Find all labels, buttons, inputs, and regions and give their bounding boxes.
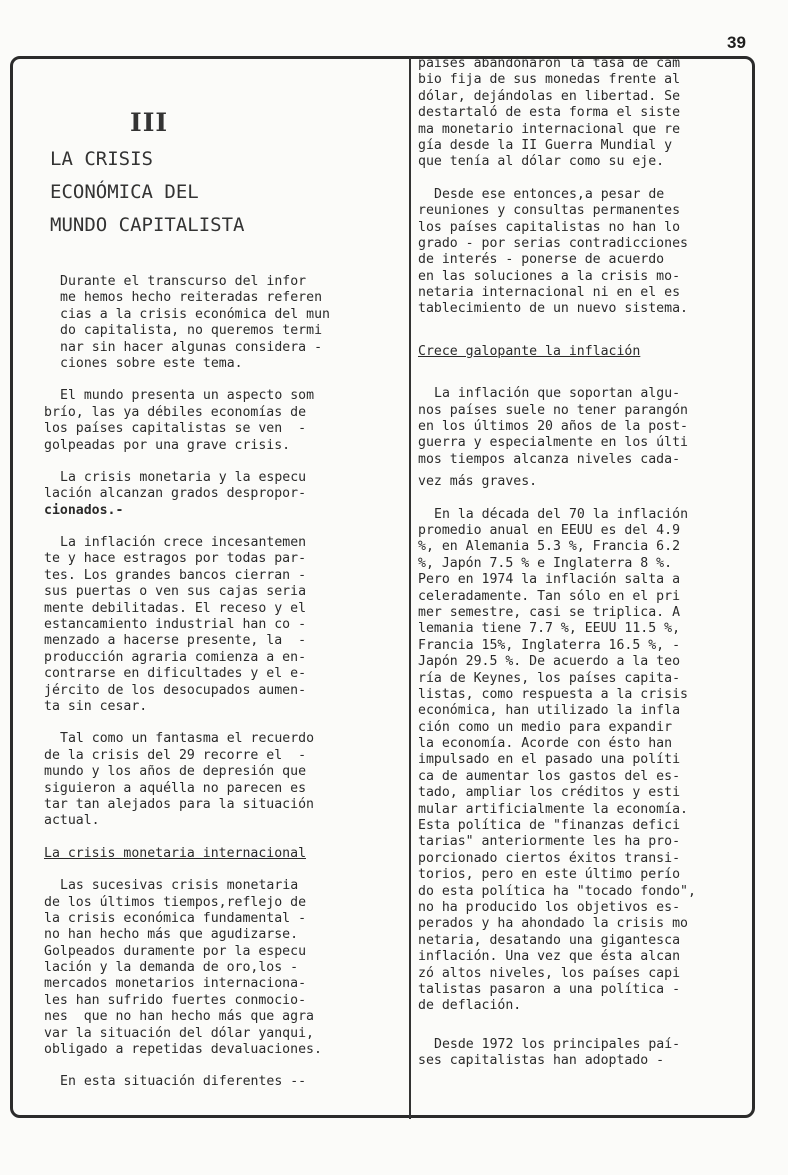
text-line: países abandonaron la tasa de cam [418, 56, 681, 71]
left-column [44, 274, 400, 1091]
text-line: tado, ampliar los créditos y esti [418, 785, 681, 801]
paragraph [418, 1037, 730, 1070]
text-line: cionados.- [44, 502, 124, 518]
text-line: tar tan alejados para la situación [44, 796, 314, 812]
text-line: ca de aumentar los gastos del es- [418, 768, 681, 784]
text-line: zó altos niveles, los países capi [418, 965, 681, 981]
text-line: les han sufrido fuertes conmocio- [44, 992, 307, 1008]
text-line: tablecimiento de un nuevo sistema. [418, 301, 688, 317]
text-line: torios, pero en este último perío [418, 867, 681, 883]
text-line: La crisis monetaria y la especu [60, 469, 307, 485]
text-line: inflación. Una vez que ésta alcan [418, 949, 681, 965]
text-line: jército de los desocupados aumen- [44, 682, 307, 698]
section-heading: La crisis monetaria internacional [44, 845, 307, 861]
text-line: En esta situación diferentes -- [60, 1074, 307, 1090]
text-line: El mundo presenta un aspecto som [60, 388, 315, 404]
text-line: do capitalista, no queremos termi [60, 323, 323, 339]
text-line: nar sin hacer algunas considera - [60, 339, 323, 355]
text-line: sus puertas o ven sus cajas seria [44, 584, 307, 600]
text-line: ciones sobre este tema. [60, 355, 243, 371]
paragraph [44, 731, 400, 829]
text-line: netaria internacional ni en el es [418, 285, 681, 301]
text-line: Golpeados duramente por la especu [44, 943, 307, 959]
paragraph [44, 878, 400, 1058]
text-line: netaria, desatando una gigantesca [418, 932, 681, 948]
text-line: obligado a repetidas devaluaciones. [44, 1042, 322, 1058]
text-line: económica, han utilizado la infla [418, 703, 681, 719]
text-line: que tenía al dólar como su eje. [418, 154, 665, 170]
paragraph [44, 388, 400, 454]
chapter-number: III [130, 108, 169, 137]
paragraph [44, 470, 400, 519]
paragraph [418, 187, 730, 318]
section-heading: Crece galopante la inflación [418, 343, 641, 359]
text-line: mente debilitadas. El receso y el [44, 600, 307, 616]
text-line: vez más graves. [418, 474, 538, 490]
text-line: lación alcanzan grados despropor- [44, 486, 307, 502]
text-line: perados y ha ahondado la crisis mo [418, 916, 688, 932]
chapter-title-line: LA CRISIS [50, 148, 153, 170]
text-line: dólar, dejándolas en libertad. Se [418, 88, 681, 104]
text-line: Tal como un fantasma el recuerdo [60, 731, 315, 747]
text-line: La inflación que soportan algu- [434, 386, 681, 402]
text-line: Japón 29.5 %. De acuerdo a la teo [418, 654, 681, 670]
text-line: Las sucesivas crisis monetaria [60, 878, 299, 894]
text-line: porcionado ciertos éxitos transi- [418, 850, 681, 866]
text-line: listas, como respuesta a la crisis [418, 686, 688, 702]
text-line: no ha producido los objetivos es- [418, 899, 681, 915]
text-line: en los últimos 20 años de la post- [418, 419, 688, 435]
text-line: estancamiento industrial han co - [44, 617, 307, 633]
text-line: reuniones y consultas permanentes [418, 203, 681, 219]
paragraph [44, 1074, 400, 1090]
text-line: de la crisis del 29 recorre el - [44, 747, 307, 763]
text-line: cias a la crisis económica del mun [60, 306, 330, 322]
paragraph [418, 507, 730, 1015]
chapter-title [50, 143, 244, 242]
text-line: en las soluciones a la crisis mo- [418, 268, 681, 284]
text-line: nos países suele no tener parangón [418, 402, 688, 418]
text-line: siguieron a aquélla no parecen es [44, 780, 307, 796]
text-line: Esta política de "finanzas defici [418, 818, 681, 834]
text-line: contrarse en dificultades y el e- [44, 666, 307, 682]
chapter-title-line: ECONÓMICA DEL [50, 181, 199, 203]
text-line: lación y la demanda de oro,los - [44, 960, 299, 976]
text-line: ría de Keynes, los países capita- [418, 670, 681, 686]
text-line: ción como un medio para expandir [418, 719, 673, 735]
paragraph [418, 56, 730, 171]
text-line: brío, las ya débiles economías de [44, 404, 307, 420]
text-line: celeradamente. Tan sólo en el pri [418, 588, 681, 604]
text-line: actual. [44, 813, 100, 829]
paragraph [418, 386, 730, 490]
text-line: me hemos hecho reiteradas referen [60, 290, 323, 306]
text-line: %, en Alemania 5.3 %, Francia 6.2 [418, 539, 681, 555]
text-line: nes que no han hecho más que agra [44, 1009, 314, 1025]
text-line: menzado a hacerse presente, la - [44, 633, 307, 649]
text-line: %, Japón 7.5 % e Inglaterra 8 %. [418, 555, 673, 571]
text-line: mundo y los años de depresión que [44, 764, 307, 780]
text-line: impulsado en el pasado una políti [418, 752, 681, 768]
text-line: gía desde la II Guerra Mundial y [418, 137, 673, 153]
text-line: producción agraria comienza a en- [44, 649, 307, 665]
text-line: guerra y especialmente en los últi [418, 435, 688, 451]
text-line: te y hace estragos por todas par- [44, 551, 307, 567]
text-line: ses capitalistas han adoptado - [418, 1053, 665, 1069]
text-line: Pero en 1974 la inflación salta a [418, 572, 681, 588]
text-line: La inflación crece incesantemen [60, 535, 307, 551]
text-line: talistas pasaron a una política - [418, 981, 681, 997]
text-line: grado - por serias contradicciones [418, 235, 688, 251]
text-line: tarias" anteriormente les ha pro- [418, 834, 681, 850]
text-line: Francia 15%, Inglaterra 16.5 %, - [418, 637, 681, 653]
text-line: de los últimos tiempos,reflejo de [44, 894, 307, 910]
text-line: golpeadas por una grave crisis. [44, 437, 291, 453]
text-line: mer semestre, casi se triplica. A [418, 604, 681, 620]
text-line: mular artificialmente la economía. [418, 801, 688, 817]
text-line: mercados monetarios internaciona- [44, 976, 307, 992]
text-line: la economía. Acorde con ésto han [418, 736, 673, 752]
text-line: En la década del 70 la inflación [434, 506, 689, 522]
text-line: promedio anual en EEUU es del 4.9 [418, 522, 681, 538]
text-line: Durante el transcurso del infor [60, 274, 307, 289]
page-number: 39 [727, 33, 746, 52]
text-line: Desde 1972 los principales paí- [434, 1036, 681, 1052]
text-line: tes. Los grandes bancos cierran - [44, 567, 307, 583]
text-line: lemania tiene 7.7 %, EEUU 11.5 %, [418, 621, 681, 637]
text-line: los países capitalistas no han lo [418, 219, 681, 235]
right-column [418, 56, 730, 1069]
text-line: no han hecho más que agudizarse. [44, 927, 299, 943]
text-line: de interés - ponerse de acuerdo [418, 252, 665, 268]
text-line: destartaló de esta forma el siste [418, 105, 681, 121]
text-line: do esta política ha "tocado fondo", [418, 883, 696, 899]
paragraph [44, 274, 400, 372]
text-line: ma monetario internacional que re [418, 121, 681, 137]
text-line: los países capitalistas se ven - [44, 421, 307, 437]
text-line: de deflación. [418, 998, 522, 1014]
column-divider [409, 57, 411, 1119]
text-line: la crisis económica fundamental - [44, 910, 307, 926]
chapter-title-line: MUNDO CAPITALISTA [50, 214, 245, 236]
text-line: ta sin cesar. [44, 698, 148, 714]
text-line: mos tiempos alcanza niveles cada- [418, 451, 681, 467]
text-line: Desde ese entonces,a pesar de [434, 186, 665, 202]
paragraph [44, 535, 400, 715]
text-line: var la situación del dólar yanqui, [44, 1025, 314, 1041]
text-line: bio fija de sus monedas frente al [418, 72, 681, 88]
